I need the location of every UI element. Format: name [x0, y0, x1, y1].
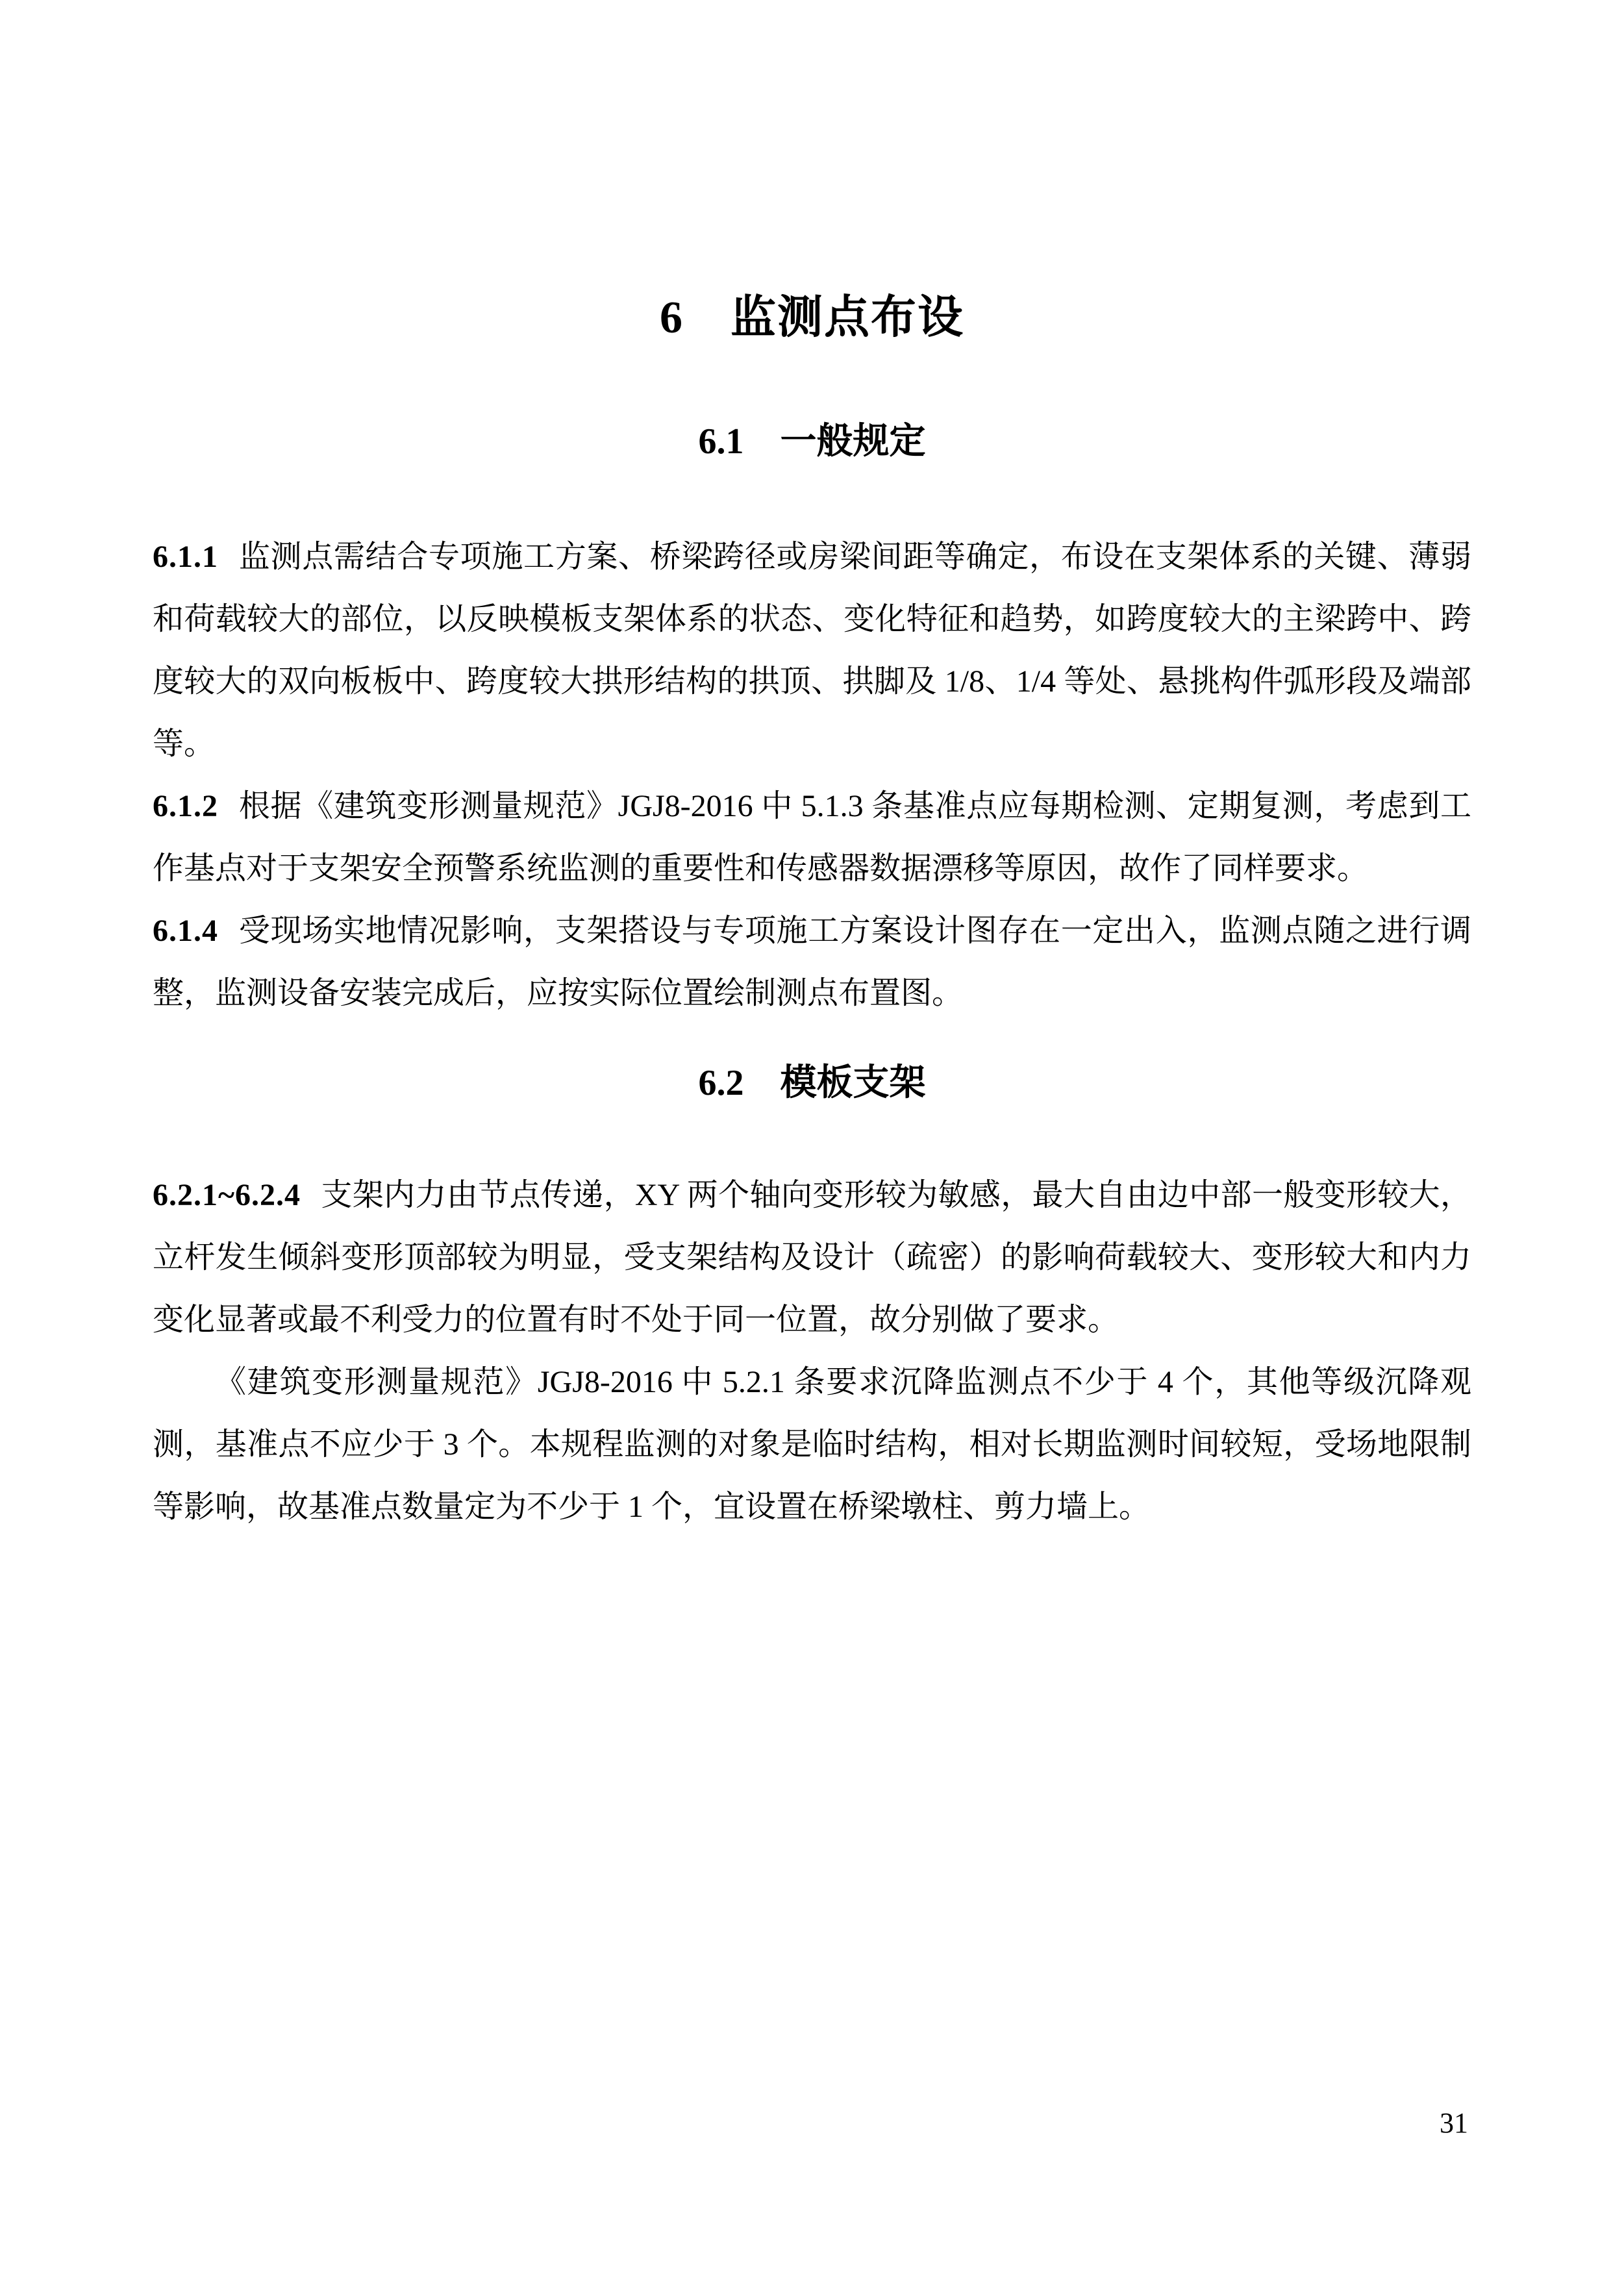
paragraph	[153, 900, 1471, 1025]
chapter-title: 6 监测点布设	[660, 293, 964, 343]
clause-text: 支架内力由节点传递，XY 两个轴向变形较为敏感，最大自由边中部一般变形较大，立杆发生倾斜变形顶部较为明显，受支架结构及设计（疏密）的影响荷载较大、变形较大和内力变化显著或最不利受力的位置有时不处于同一位置，故分别做了要求。	[153, 1178, 1471, 1337]
section-body-6-2	[153, 1164, 1471, 1538]
section-heading-6-1: 6.1 一般规定	[698, 421, 926, 462]
clause-number: 6.1.2	[153, 789, 218, 823]
clause-text: 根据《建筑变形测量规范》JGJ8-2016 中 5.1.3 条基准点应每期检测、定期复测，考虑到工作基点对于支架安全预警系统监测的重要性和传感器数据漂移等原因，故作了同样要求。	[153, 789, 1471, 886]
paragraph	[153, 1351, 1471, 1538]
section-body-6-1	[153, 526, 1471, 1025]
clause-text: 监测点需结合专项施工方案、桥梁跨径或房梁间距等确定，布设在支架体系的关键、薄弱和荷载较大的部位，以反映模板支架体系的状态、变化特征和趋势，如跨度较大的主梁跨中、跨度较大的双向板板中、跨度较大拱形结构的拱顶、拱脚及 1/8、1/4 等处、悬挑构件弧形段及端部等。	[153, 540, 1471, 761]
clause-number: 6.1.4	[153, 914, 218, 948]
clause-number: 6.2.1~6.2.4	[153, 1178, 301, 1212]
clause-text: 《建筑变形测量规范》JGJ8-2016 中 5.2.1 条要求沉降监测点不少于 4 个，其他等级沉降观测，基准点不应少于 3 个。本规程监测的对象是临时结构，相对长期监测时间较短，受场地限制等影响，故基准点数量定为不少于 1 个，宜设置在桥梁墩柱、剪力墙上。	[153, 1365, 1471, 1524]
paragraph	[153, 1164, 1471, 1351]
paragraph	[153, 775, 1471, 900]
section-heading-6-2: 6.2 模板支架	[698, 1063, 926, 1103]
paragraph	[153, 526, 1471, 775]
clause-text: 受现场实地情况影响，支架搭设与专项施工方案设计图存在一定出入，监测点随之进行调整，监测设备安装完成后，应按实际位置绘制测点布置图。	[153, 914, 1471, 1010]
clause-number: 6.1.1	[153, 540, 218, 574]
page-number: 31	[1440, 2107, 1468, 2139]
